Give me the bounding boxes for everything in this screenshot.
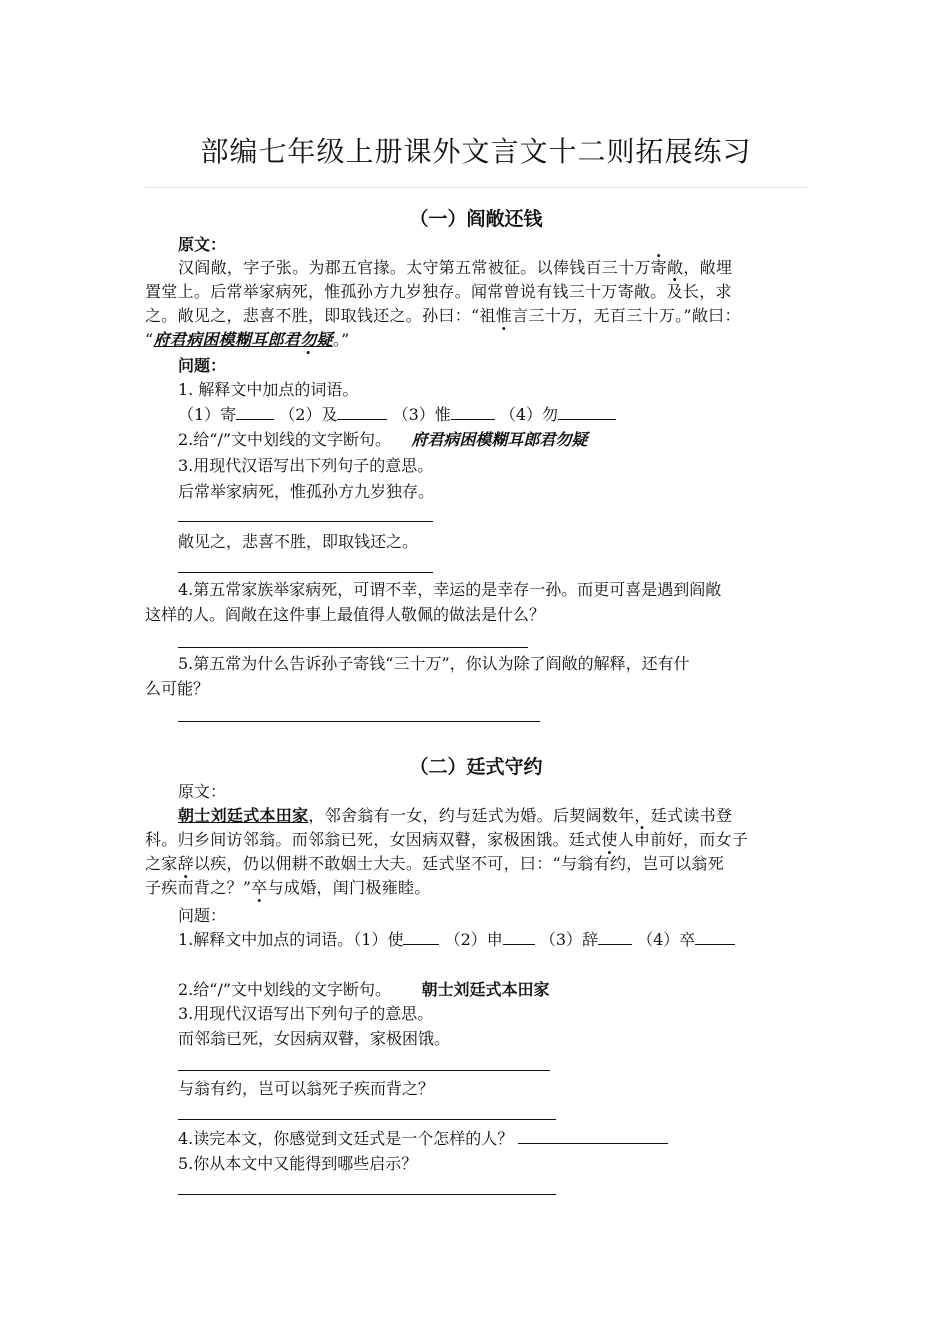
dotted-word: 使 xyxy=(601,830,618,849)
s2-question-1: 1.解释文中加点的词语。（1）使 （2）申 （3）辞 （4）卒 xyxy=(178,928,840,952)
dotted-word: 惟 xyxy=(495,306,513,325)
answer-blank[interactable] xyxy=(598,928,632,945)
s2-questions-label: 问题： xyxy=(178,906,227,925)
title-divider xyxy=(145,187,807,188)
question-2-passage: 朝士刘廷式本田家 xyxy=(421,980,550,999)
s1-question-1-blanks: （1）寄 （2）及 （3）惟 （4）勿 xyxy=(178,403,840,427)
s2-question-2: 2.给“/”文中划线的文字断句。 朝士刘廷式本田家 xyxy=(178,980,550,999)
section-1-heading: （一）阎敞还钱 xyxy=(409,208,543,230)
answer-line[interactable] xyxy=(178,1119,556,1120)
s2-question-3-sentence-1: 而邻翁已死，女因病双瞽，家极困饿。 xyxy=(178,1029,451,1048)
answer-blank[interactable] xyxy=(558,403,616,420)
s1-question-4-line-1: 4.第五常家族举家病死，可谓不幸，幸运的是幸存一孙。而更可喜是遇到阎敞 xyxy=(178,580,722,599)
s2-question-3: 3.用现代汉语写出下列句子的意思。 xyxy=(178,1004,434,1023)
answer-blank[interactable] xyxy=(403,928,439,945)
s2-original-line-4: 子疾而背之？”卒与成婚，闺门极雍睦。 xyxy=(145,878,431,897)
answer-blank[interactable] xyxy=(503,928,535,945)
s2-original-label: 原文： xyxy=(178,782,227,801)
s2-question-4: 4.读完本文，你感觉到文廷式是一个怎样的人？ xyxy=(178,1127,840,1151)
question-2-passage: 府君病困模糊耳郎君勿疑 xyxy=(411,430,588,449)
answer-line[interactable] xyxy=(178,521,433,522)
s1-question-1: 1. 解释文中加点的词语。 xyxy=(178,380,359,399)
dotted-word: 及 xyxy=(666,282,683,301)
s1-original-line-3: 之。敞见之，悲喜不胜，即取钱还之。孙曰：“祖惟言三十万，无百三十万。”敞曰： xyxy=(145,306,741,325)
s2-original-line-2: 科。归乡间访邻翁。而邻翁已死，女因病双瞽，家极困饿。廷式使人申前好，而女子 xyxy=(145,830,749,849)
s1-original-line-1: 汉阎敞，字子张。为郡五官掾。太守第五常被征。以俸钱百三十万寄敞，敞埋 xyxy=(178,258,733,277)
answer-line[interactable] xyxy=(178,721,540,722)
s1-original-line-4: “府君病困模糊耳郎君勿疑。” xyxy=(145,330,350,349)
answer-line[interactable] xyxy=(178,1070,550,1071)
s1-question-3-sentence-2: 敞见之，悲喜不胜，即取钱还之。 xyxy=(178,532,419,551)
answer-blank[interactable] xyxy=(451,403,495,420)
underlined-passage: 府君病困模糊耳郎君 xyxy=(153,330,301,349)
answer-line[interactable] xyxy=(178,1194,556,1195)
s1-original-label: 原文： xyxy=(178,235,227,254)
answer-blank[interactable] xyxy=(695,928,735,945)
answer-blank[interactable] xyxy=(337,403,387,420)
s1-question-5-line-1: 5.第五常为什么告诉孙子寄钱“三十万”，你认为除了阎敞的解释，还有什 xyxy=(178,654,690,673)
dotted-word: 申 xyxy=(634,830,651,849)
s1-original-line-2: 置堂上。后常举家病死，惟孤孙方九岁独存。闻常曾说有钱三十万寄敞。及长，求 xyxy=(145,282,732,301)
s1-question-3: 3.用现代汉语写出下列句子的意思。 xyxy=(178,456,434,475)
dotted-word: 卒 xyxy=(251,878,268,897)
s2-question-3-sentence-2: 与翁有约，岂可以翁死子疾而背之？ xyxy=(178,1079,435,1098)
s1-question-3-sentence-1: 后常举家病死，惟孤孙方九岁独存。 xyxy=(178,482,435,501)
section-2-heading: （二）廷式守约 xyxy=(409,756,543,778)
dotted-word: 勿 xyxy=(300,330,317,349)
underlined-passage: 朝士刘廷式本田家 xyxy=(178,806,309,825)
s1-question-5-line-2: 么可能？ xyxy=(145,679,210,698)
s1-questions-label: 问题： xyxy=(178,356,227,375)
answer-line[interactable] xyxy=(178,647,528,648)
dotted-word: 寄 xyxy=(650,258,668,277)
answer-blank[interactable] xyxy=(236,403,274,420)
dotted-word: 辞 xyxy=(177,854,194,873)
answer-blank[interactable] xyxy=(518,1127,668,1144)
s1-question-2: 2.给“/”文中划线的文字断句。 府君病困模糊耳郎君勿疑 xyxy=(178,430,588,449)
s2-question-5: 5.你从本文中又能得到哪些启示？ xyxy=(178,1154,418,1173)
s2-original-line-3: 之家辞以疾，仍以佣耕不敢姻士大夫。廷式坚不可，曰：“与翁有约，岂可以翁死 xyxy=(145,854,725,873)
answer-line[interactable] xyxy=(178,572,433,573)
s2-original-line-1: 朝士刘廷式本田家，邻舍翁有一女，约与廷式为婚。后契阔数年，廷式读书登 xyxy=(178,806,733,825)
s1-question-4-line-2: 这样的人。阎敞在这件事上最值得人敬佩的做法是什么？ xyxy=(145,605,546,624)
page-title: 部编七年级上册课外文言文十二则拓展练习 xyxy=(200,135,752,168)
